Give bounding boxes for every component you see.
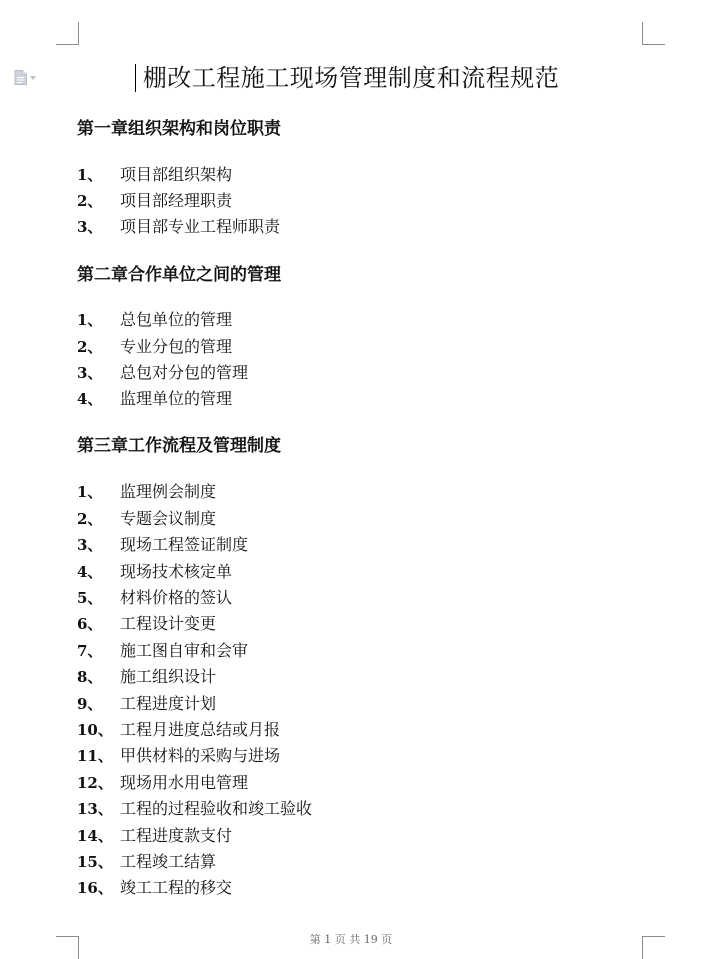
list-item-number: 5、 (77, 589, 103, 607)
list-item-text: 专题会议制度 (120, 509, 217, 528)
list-item-text: 现场技术核定单 (120, 562, 233, 581)
list-item-text: 项目部经理职责 (120, 191, 233, 210)
list-item-text: 项目部专业工程师职责 (120, 217, 281, 236)
list-item-text: 工程的过程验收和竣工验收 (120, 799, 313, 818)
list-item-number: 2、 (77, 510, 103, 528)
list-item-text: 甲供材料的采购与进场 (120, 746, 281, 765)
list-item-text: 现场工程签证制度 (120, 535, 249, 554)
list-item-text: 监理例会制度 (120, 482, 217, 501)
list-item-number: 1、 (77, 166, 103, 184)
list-item-text: 工程进度款支付 (120, 826, 233, 845)
chapter-heading[interactable]: 第三章工作流程及管理制度 (77, 436, 281, 456)
list-item-text: 总包单位的管理 (120, 310, 233, 329)
list-item-number: 13、 (77, 800, 113, 818)
list-item-text: 竣工工程的移交 (120, 878, 233, 897)
list-item-number: 7、 (77, 642, 103, 660)
list-item-number: 11、 (77, 747, 113, 765)
chapter-heading[interactable]: 第二章合作单位之间的管理 (77, 265, 281, 285)
list-item-text: 专业分包的管理 (120, 337, 233, 356)
list-item-number: 14、 (77, 827, 113, 845)
list-item-number: 3、 (77, 218, 103, 236)
list-item-text: 总包对分包的管理 (120, 363, 249, 382)
list-item-text: 监理单位的管理 (120, 389, 233, 408)
list-item-text: 施工图自审和会审 (120, 641, 249, 660)
list-item-number: 1、 (77, 311, 103, 329)
list-item-text: 工程竣工结算 (120, 852, 217, 871)
list-item-text: 工程月进度总结或月报 (120, 720, 281, 739)
list-item-text: 工程设计变更 (120, 614, 217, 633)
list-item-number: 8、 (77, 668, 103, 686)
list-item-text: 项目部组织架构 (120, 165, 233, 184)
list-item-number: 3、 (77, 364, 103, 382)
list-item-text: 材料价格的签认 (120, 588, 233, 607)
list-item-number: 4、 (77, 390, 103, 408)
list-item-number: 9、 (77, 695, 103, 713)
list-item-number: 2、 (77, 192, 103, 210)
document-title[interactable]: 棚改工程施工现场管理制度和流程规范 (142, 64, 560, 92)
list-item-number: 4、 (77, 563, 103, 581)
list-item-text: 现场用水用电管理 (120, 773, 249, 792)
crop-mark-top-right (642, 22, 665, 45)
list-item-number: 2、 (77, 338, 103, 356)
list-item-number: 3、 (77, 536, 103, 554)
list-item-text: 工程进度计划 (120, 694, 217, 713)
list-item-number: 1、 (77, 483, 103, 501)
page-number-footer: 第 1 页 共 19 页 (309, 933, 393, 946)
list-item-number: 16、 (77, 879, 113, 897)
chapter-heading[interactable]: 第一章组织架构和岗位职责 (77, 119, 281, 139)
list-item-number: 15、 (77, 853, 113, 871)
list-item-number: 12、 (77, 774, 113, 792)
list-item-number: 10、 (77, 721, 113, 739)
list-item-number: 6、 (77, 615, 103, 633)
crop-mark-top-left (56, 22, 79, 45)
list-item-text: 施工组织设计 (120, 667, 217, 686)
